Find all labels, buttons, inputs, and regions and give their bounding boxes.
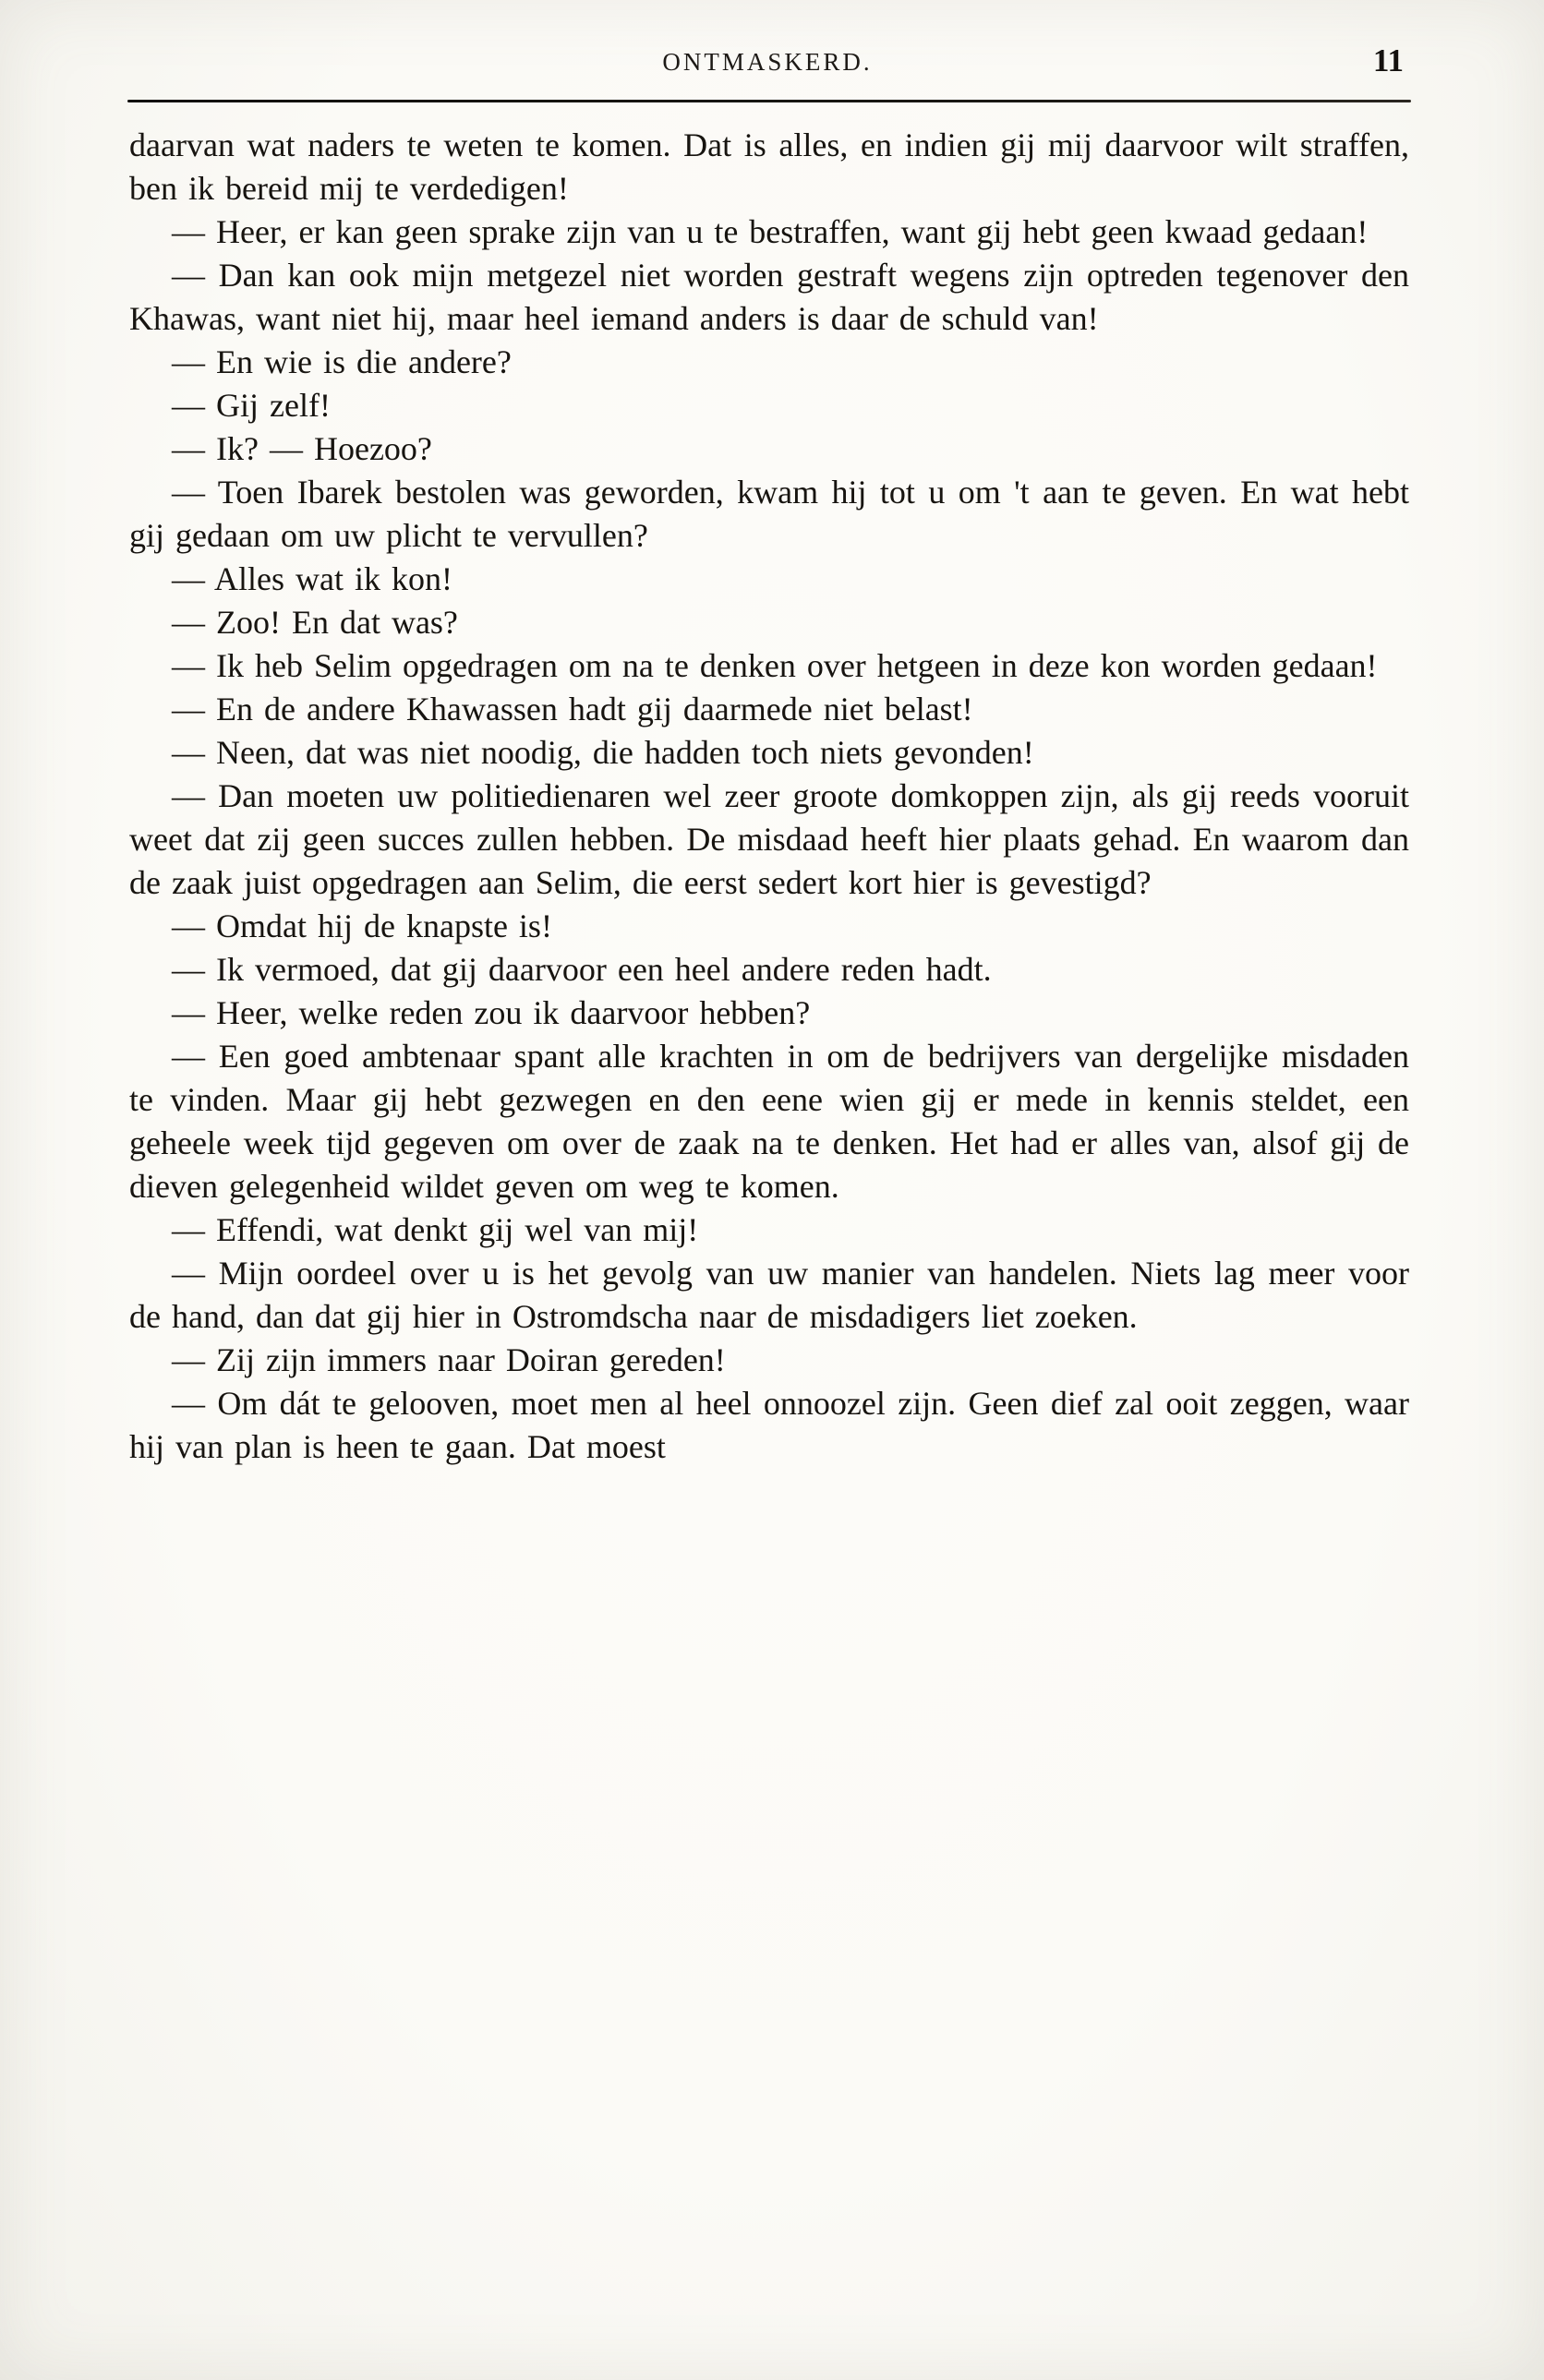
header-divider [127,100,1411,102]
paragraph: — Zoo! En dat was? [172,604,458,641]
paragraph: — Neen, dat was niet noodig, die hadden toch niets gevonden! [172,734,1034,771]
paragraph: — En wie is die andere? [172,343,512,380]
paragraph: — Zij zijn immers naar Doiran gereden! [172,1341,726,1378]
paragraph: daarvan wat naders te weten te komen. Dat is alles, en indien gij mij daarvoor wilt straffen, ben ik bereid mij te verdedigen! [129,126,1409,207]
paragraph: — Ik heb Selim opgedragen om na te denken over hetgeen in deze kon worden gedaan! [172,647,1378,684]
paragraph: — Alles wat ik kon! [172,560,452,597]
paragraph: — Heer, er kan geen sprake zijn van u te bestraffen, want gij hebt geen kwaad gedaan! [172,213,1369,250]
paragraph: — En de andere Khawassen hadt gij daarmede niet belast! [172,691,973,727]
paragraph: — Mijn oordeel over u is het gevolg van uw manier van handelen. Niets lag meer voor de hand, dan dat gij hier in Ostromdscha naar de misdadigers liet zoeken. [129,1255,1409,1335]
page-header-title: ONTMASKERD. [662,48,873,76]
paragraph: — Ik? — Hoezoo? [172,430,432,467]
paragraph: — Dan moeten uw politiedienaren wel zeer groote domkoppen zijn, als gij reeds vooruit weet dat zij geen succes zullen hebben. De misdaad heeft hier plaats gehad. En waarom dan de zaak juist opgedragen aan Selim, die eerst sedert kort hier is gevestigd? [129,777,1409,901]
paragraph: — Heer, welke reden zou ik daarvoor hebben? [172,994,811,1031]
paragraph: — Effendi, wat denkt gij wel van mij! [172,1211,699,1248]
paragraph: — Dan kan ook mijn metgezel niet worden gestraft wegens zijn optreden tegenover den Khawas, want niet hij, maar heel iemand anders is daar de schuld van! [129,257,1409,337]
page-number: 11 [1372,42,1404,78]
paragraph: — Een goed ambtenaar spant alle krachten in om de bedrijvers van dergelijke misdaden te vinden. Maar gij hebt gezwegen en den eene wien gij er mede in kennis steldet, een geheele week tijd gegeven om over de zaak na te denken. Het had er alles van, alsof gij de dieven gelegenheid wildet geven om weg te komen. [129,1038,1409,1205]
paragraph: — Toen Ibarek bestolen was geworden, kwam hij tot u om 't aan te geven. En wat hebt gij gedaan om uw plicht te vervullen? [129,474,1409,554]
paragraph: — Om dát te gelooven, moet men al heel onnoozel zijn. Geen dief zal ooit zeggen, waar hij van plan is heen te gaan. Dat moest [129,1385,1409,1465]
paragraph: — Ik vermoed, dat gij daarvoor een heel andere reden hadt. [172,951,992,988]
running-header [129,42,1405,90]
paragraph: — Omdat hij de knapste is! [172,908,552,944]
paragraph: — Gij zelf! [172,387,331,424]
page-text [129,124,1409,1469]
